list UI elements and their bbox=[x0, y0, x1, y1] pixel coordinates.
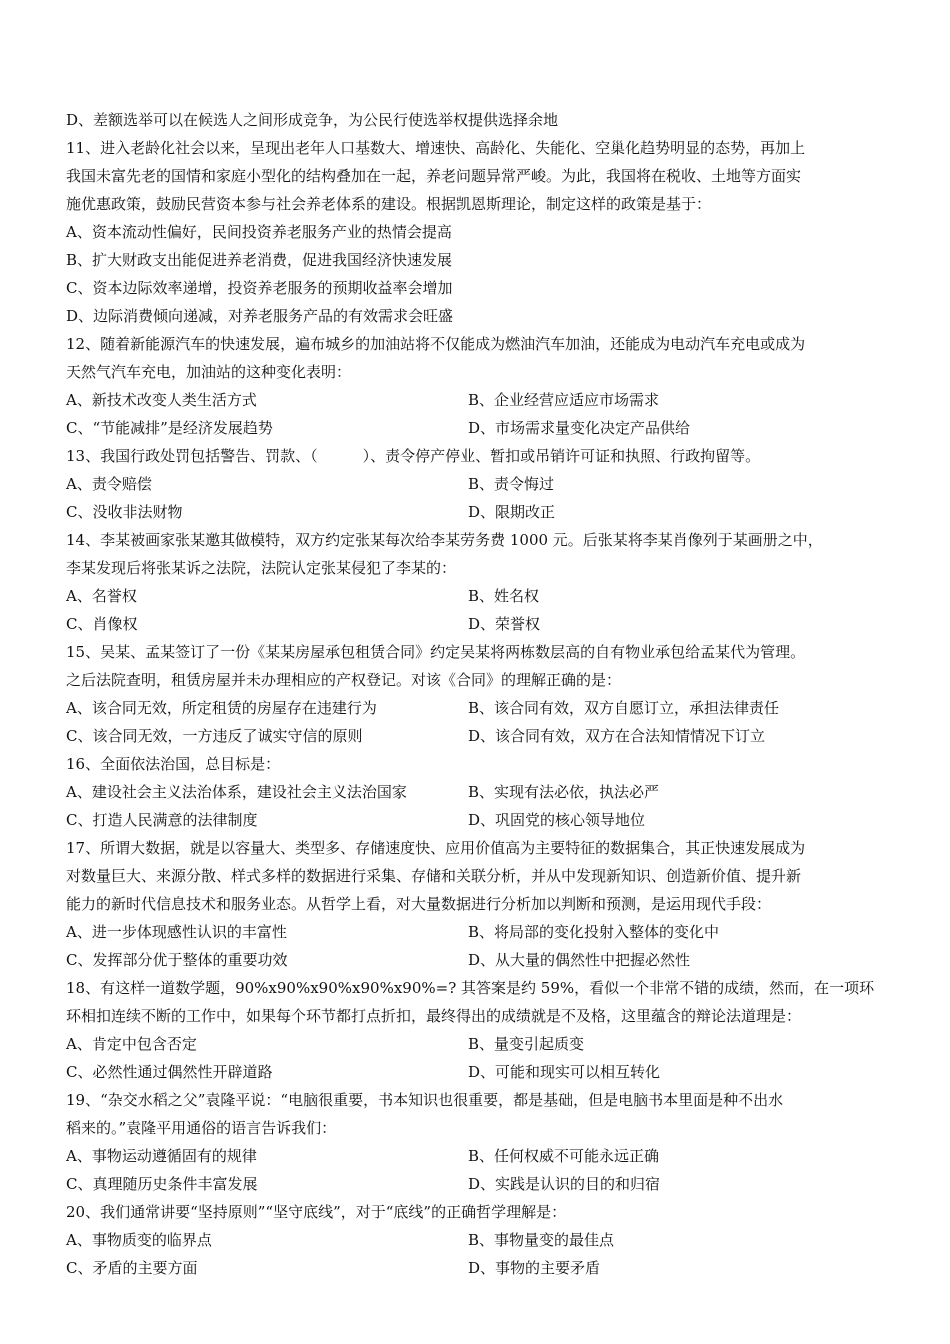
question-stem-line: 14、李某被画家张某邀其做模特，双方约定张某每次给李某劳务费 1000 元。后张某将李某肖像列于某画册之中， bbox=[66, 531, 823, 549]
answer-option: A、事物运动遵循固有的规律 bbox=[66, 1147, 257, 1165]
answer-options bbox=[66, 1030, 886, 1086]
answer-options bbox=[66, 918, 886, 974]
question-stem-line: 天然气汽车充电，加油站的这种变化表明： bbox=[66, 363, 352, 381]
answer-option: A、建设社会主义法治体系，建设社会主义法治国家 bbox=[66, 783, 407, 801]
answer-option: B、将局部的变化投射入整体的变化中 bbox=[468, 923, 720, 941]
answer-option: D、从大量的偶然性中把握必然性 bbox=[468, 951, 691, 969]
answer-option: C、肖像权 bbox=[66, 615, 138, 633]
answer-option: C、发挥部分优于整体的重要功效 bbox=[66, 951, 288, 969]
answer-options bbox=[66, 694, 886, 750]
answer-option: A、事物质变的临界点 bbox=[66, 1231, 212, 1249]
answer-options bbox=[66, 1142, 886, 1198]
answer-option: D、市场需求量变化决定产品供给 bbox=[468, 419, 691, 437]
answer-option: B、姓名权 bbox=[468, 587, 540, 605]
question-block bbox=[66, 1198, 886, 1282]
answer-option: B、事物量变的最佳点 bbox=[468, 1231, 615, 1249]
question-stem-line: 稻来的。”袁隆平用通俗的语言告诉我们： bbox=[66, 1119, 337, 1137]
question-stem-line: 19、“杂交水稻之父”袁隆平说：“电脑很重要，书本知识也很重要，都是基础，但是电脑书本里面是种不出水 bbox=[66, 1091, 784, 1109]
question-stem-line: 环相扣连续不断的工作中，如果每个环节都打点折扣，最终得出的成绩就是不及格，这里蕴含的辩论法道理是： bbox=[66, 1007, 802, 1025]
answer-options bbox=[66, 582, 886, 638]
answer-options bbox=[66, 470, 886, 526]
answer-option: C、真理随历史条件丰富发展 bbox=[66, 1175, 258, 1193]
answer-option: A、资本流动性偏好，民间投资养老服务产业的热情会提高 bbox=[66, 223, 452, 241]
lead-option: D、差额选举可以在候选人之间形成竞争，为公民行使选举权提供选择余地 bbox=[66, 111, 559, 129]
answer-option: C、打造人民满意的法律制度 bbox=[66, 811, 258, 829]
question-stem-line: 11、进入老龄化社会以来，呈现出老年人口基数大、增速快、高龄化、失能化、空巢化趋势明显的态势，再加上 bbox=[66, 139, 806, 157]
answer-option: B、扩大财政支出能促进养老消费，促进我国经济快速发展 bbox=[66, 251, 453, 269]
answer-option: B、责令悔过 bbox=[468, 475, 555, 493]
question-stem-line: 能力的新时代信息技术和服务业态。从哲学上看，对大量数据进行分析加以判断和预测，是运用现代手段： bbox=[66, 895, 772, 913]
question-block bbox=[66, 134, 886, 330]
answer-option: A、新技术改变人类生活方式 bbox=[66, 391, 257, 409]
question-stem-line: 20、我们通常讲要“坚持原则”“坚守底线”，对于“底线”的正确哲学理解是： bbox=[66, 1203, 567, 1221]
answer-option: C、“节能减排”是经济发展趋势 bbox=[66, 419, 273, 437]
answer-option: D、该合同有效，双方在合法知情情况下订立 bbox=[468, 727, 766, 745]
answer-option: D、荣誉权 bbox=[468, 615, 541, 633]
answer-options bbox=[66, 1226, 886, 1282]
question-stem-line: 16、全面依法治国，总目标是： bbox=[66, 755, 281, 773]
answer-option: A、名誉权 bbox=[66, 587, 137, 605]
question-block bbox=[66, 330, 886, 442]
question-stem-line: 之后法院查明，租赁房屋并未办理相应的产权登记。对该《合同》的理解正确的是： bbox=[66, 671, 622, 689]
answer-option: D、限期改正 bbox=[468, 503, 556, 521]
question-block bbox=[66, 1086, 886, 1198]
question-block bbox=[66, 638, 886, 750]
answer-option: A、进一步体现感性认识的丰富性 bbox=[66, 923, 287, 941]
answer-option: D、实践是认识的目的和归宿 bbox=[468, 1175, 661, 1193]
answer-option: C、该合同无效，一方违反了诚实守信的原则 bbox=[66, 727, 363, 745]
answer-option: A、该合同无效，所定租赁的房屋存在违建行为 bbox=[66, 699, 377, 717]
question-stem-line: 对数量巨大、来源分散、样式多样的数据进行采集、存储和关联分析，并从中发现新知识、创造新价值、提升新 bbox=[66, 867, 802, 885]
answer-option: A、肯定中包含否定 bbox=[66, 1035, 197, 1053]
answer-option: D、可能和现实可以相互转化 bbox=[468, 1063, 661, 1081]
answer-option: B、企业经营应适应市场需求 bbox=[468, 391, 660, 409]
answer-options bbox=[66, 386, 886, 442]
answer-option: C、矛盾的主要方面 bbox=[66, 1259, 198, 1277]
question-stem-line: 15、吴某、孟某签订了一份《某某房屋承包租赁合同》约定吴某将两栋数层高的自有物业承包给孟某代为管理。 bbox=[66, 643, 806, 661]
answer-option: B、实现有法必依，执法必严 bbox=[468, 783, 660, 801]
answer-option: C、没收非法财物 bbox=[66, 503, 183, 521]
answer-option: B、该合同有效，双方自愿订立，承担法律责任 bbox=[468, 699, 780, 717]
question-block bbox=[66, 834, 886, 974]
answer-option: B、任何权威不可能永远正确 bbox=[468, 1147, 660, 1165]
question-stem-line: 我国未富先老的国情和家庭小型化的结构叠加在一起，养老问题异常严峻。为此，我国将在税收、土地等方面实 bbox=[66, 167, 802, 185]
question-stem-line: 施优惠政策，鼓励民营资本参与社会养老体系的建设。根据凯恩斯理论，制定这样的政策是基于： bbox=[66, 195, 712, 213]
question-block bbox=[66, 974, 886, 1086]
answer-option: C、资本边际效率递增，投资养老服务的预期收益率会增加 bbox=[66, 279, 453, 297]
answer-option: D、边际消费倾向递减，对养老服务产品的有效需求会旺盛 bbox=[66, 307, 454, 325]
question-list bbox=[66, 134, 886, 1282]
question-block bbox=[66, 526, 886, 638]
question-stem-line: 12、随着新能源汽车的快速发展，遍布城乡的加油站将不仅能成为燃油汽车加油，还能成为电动汽车充电或成为 bbox=[66, 335, 806, 353]
question-block bbox=[66, 750, 886, 834]
question-stem-line: 18、有这样一道数学题，90%x90%x90%x90%x90%=? 其答案是约 59%，看似一个非常不错的成绩，然而，在一项环 bbox=[66, 979, 875, 997]
answer-option: B、量变引起质变 bbox=[468, 1035, 585, 1053]
question-stem-line: 李某发现后将张某诉之法院，法院认定张某侵犯了李某的： bbox=[66, 559, 457, 577]
answer-option: D、巩固党的核心领导地位 bbox=[468, 811, 646, 829]
answer-option: A、责令赔偿 bbox=[66, 475, 152, 493]
answer-option: C、必然性通过偶然性开辟道路 bbox=[66, 1063, 273, 1081]
question-stem-line: 17、所谓大数据，就是以容量大、类型多、存储速度快、应用价值高为主要特征的数据集合，其正快速发展成为 bbox=[66, 839, 806, 857]
question-stem-line: 13、我国行政处罚包括警告、罚款、（ ）、责令停产停业、暂扣或吊销许可证和执照、行政拘留等。 bbox=[66, 447, 761, 465]
answer-options bbox=[66, 778, 886, 834]
exam-page bbox=[66, 106, 886, 1282]
answer-option: D、事物的主要矛盾 bbox=[468, 1259, 601, 1277]
question-block bbox=[66, 442, 886, 526]
